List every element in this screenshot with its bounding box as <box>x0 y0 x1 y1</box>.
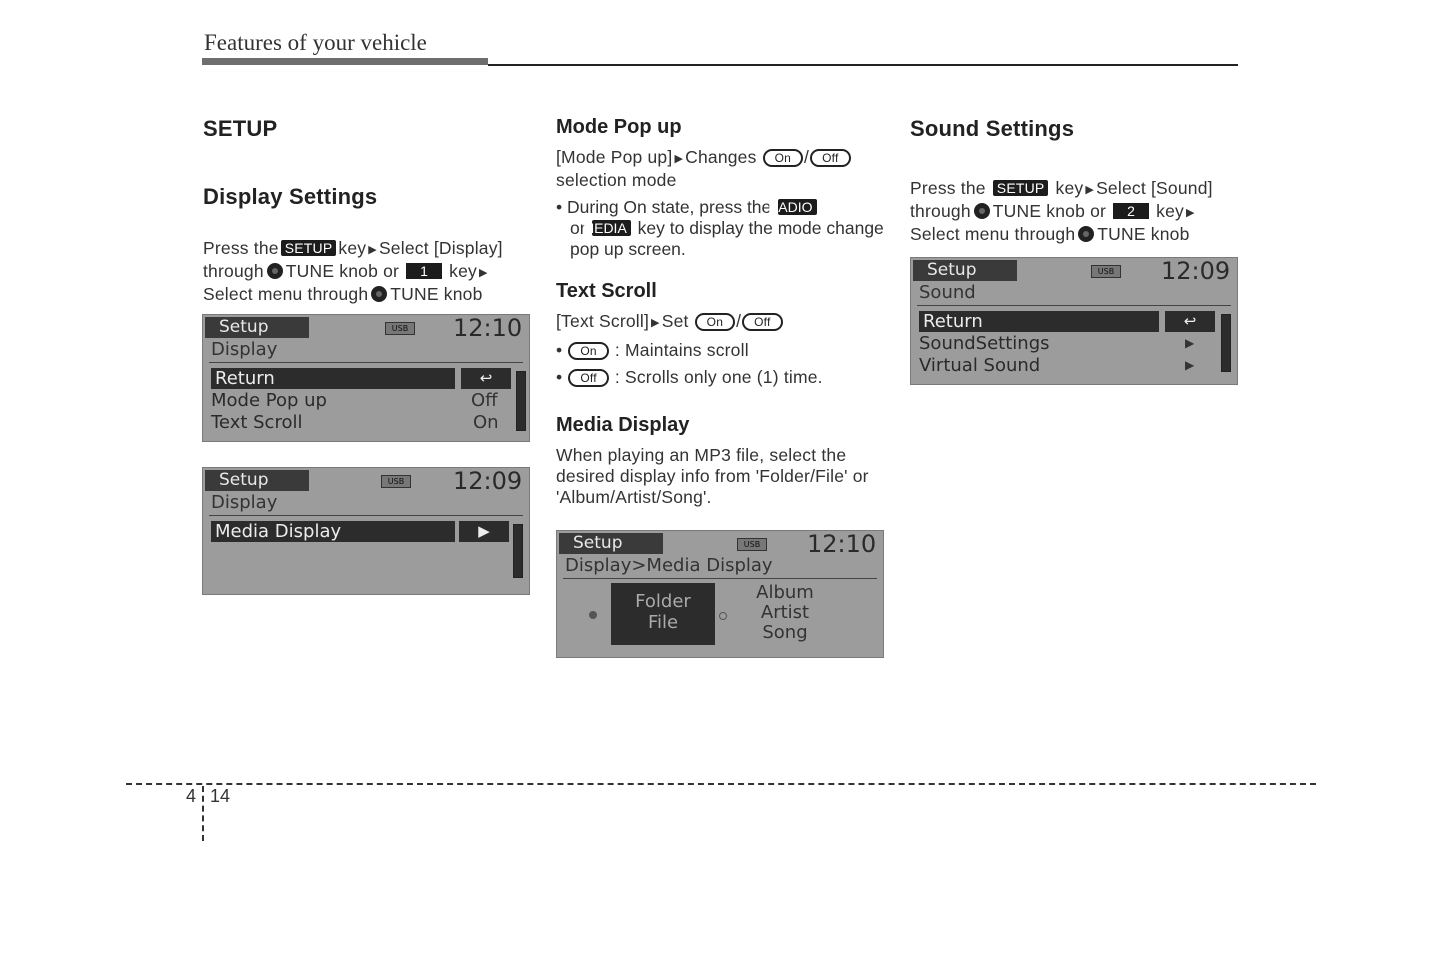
screen-breadcrumb: Display <box>211 339 278 360</box>
media-display-text: When playing an MP3 file, select the desired display info from 'Folder/File' or 'Album/Artist/Song'. <box>556 445 869 507</box>
menu-item-return[interactable]: Return <box>211 368 455 389</box>
text-scroll-off-item: • Off : Scrolls only one (1) time. <box>556 367 823 387</box>
arrow-right-icon: ▶ <box>479 267 488 279</box>
mode-pop-up-value: Off <box>471 390 498 411</box>
tune-knob-icon <box>974 203 990 219</box>
usb-icon: USB <box>1091 265 1121 278</box>
scrollbar[interactable] <box>516 371 526 431</box>
scrollbar[interactable] <box>1221 314 1231 372</box>
arrow-right-icon: ▶ <box>1186 207 1195 219</box>
page-number: 4 14 <box>186 786 231 806</box>
text-scroll-on-item: • On : Maintains scroll <box>556 340 749 360</box>
chevron-right-icon: ▶ <box>1185 358 1195 372</box>
arrow-right-icon: ▶ <box>368 244 377 256</box>
clock: 12:09 <box>1161 257 1231 285</box>
radio-unselected-icon[interactable] <box>719 612 727 620</box>
setup-heading: SETUP <box>203 116 278 141</box>
screen-display-menu <box>202 314 530 442</box>
column-mode-popup <box>556 110 886 508</box>
on-badge: On <box>568 342 608 360</box>
arrow-right-icon: ▶ <box>1085 184 1095 196</box>
text-scroll-value: On <box>473 412 499 433</box>
screen-media-display-menu <box>202 467 530 595</box>
usb-icon: USB <box>737 538 767 551</box>
clock: 12:09 <box>453 467 523 495</box>
off-badge: Off <box>810 149 850 167</box>
page-header-title: Features of your vehicle <box>204 30 427 55</box>
return-icon: ↩ <box>1165 311 1215 332</box>
menu-item-text-scroll[interactable]: Text Scroll <box>211 412 303 433</box>
key-2-icon: 2 <box>1113 203 1149 219</box>
menu-item-virtual-sound[interactable]: Virtual Sound <box>919 355 1041 376</box>
column-sound-settings <box>910 110 1240 245</box>
menu-item-media-display[interactable]: Media Display <box>211 521 455 542</box>
column-display-settings <box>203 110 533 305</box>
screen-tab: Setup <box>205 317 309 338</box>
header-accent-bar <box>202 58 488 65</box>
scrollbar[interactable] <box>513 524 523 578</box>
display-settings-instructions: Press the SETUP key ▶ Select [Display] through TUNE knob or 1 key ▶ Select menu through TUNE knob <box>203 238 503 304</box>
option-folder-file[interactable]: Folder File <box>611 583 715 645</box>
menu-item-return[interactable]: Return <box>919 311 1159 332</box>
screen-tab: Setup <box>913 260 1017 281</box>
media-key-icon: MEDIA <box>592 220 630 236</box>
screen-sound-menu <box>910 257 1238 385</box>
setup-key-icon: SETUP <box>281 240 337 256</box>
tune-knob-icon <box>1078 226 1094 242</box>
page-number-divider <box>202 786 204 841</box>
sound-settings-heading: Sound Settings <box>910 116 1075 141</box>
key-1-icon: 1 <box>406 263 442 279</box>
screen-breadcrumb: Sound <box>919 282 976 303</box>
on-badge: On <box>695 313 735 331</box>
radio-key-icon: RADIO <box>778 199 816 215</box>
mode-pop-up-heading: Mode Pop up <box>556 116 682 138</box>
text-scroll-heading: Text Scroll <box>556 280 657 302</box>
chevron-right-icon: ▶ <box>1185 336 1195 350</box>
usb-icon: USB <box>381 475 411 488</box>
header-rule <box>488 64 1238 66</box>
clock: 12:10 <box>453 314 523 342</box>
clock: 12:10 <box>807 530 877 558</box>
display-settings-heading: Display Settings <box>203 184 378 209</box>
off-badge: Off <box>742 313 782 331</box>
text-scroll-text: [Text Scroll] ▶ Set On / Off <box>556 311 886 334</box>
arrow-right-icon: ▶ <box>651 317 660 329</box>
chevron-right-icon: ▶ <box>459 521 509 542</box>
tune-knob-icon <box>267 263 283 279</box>
menu-item-mode-pop-up[interactable]: Mode Pop up <box>211 390 327 411</box>
screen-breadcrumb: Display <box>211 492 278 513</box>
sound-settings-instructions: Press the SETUP key ▶ Select [Sound] through TUNE knob or 2 key ▶ Select menu through TUNE knob <box>910 178 1213 244</box>
radio-selected-icon[interactable] <box>589 611 597 619</box>
setup-key-icon: SETUP <box>993 180 1049 196</box>
arrow-right-icon: ▶ <box>674 153 684 165</box>
screen-tab: Setup <box>559 533 663 554</box>
screen-media-display-options <box>556 530 884 658</box>
tune-knob-icon <box>371 286 387 302</box>
mode-pop-up-bullet: • During On state, press the RADIO or MEDIA key to display the mode change pop up screen. <box>556 197 884 259</box>
menu-item-sound-settings[interactable]: SoundSettings <box>919 333 1050 354</box>
off-badge: Off <box>568 369 608 387</box>
option-album-artist-song[interactable]: Album Artist Song <box>756 582 814 643</box>
screen-tab: Setup <box>205 470 309 491</box>
mode-pop-up-text: [Mode Pop up] ▶ Changes On / Off selection mode <box>556 147 886 191</box>
screen-breadcrumb: Display>Media Display <box>565 555 773 576</box>
return-icon: ↩ <box>461 368 511 389</box>
media-display-heading: Media Display <box>556 414 690 436</box>
usb-icon: USB <box>385 322 415 335</box>
on-badge: On <box>763 149 803 167</box>
page-separator <box>126 783 1316 785</box>
